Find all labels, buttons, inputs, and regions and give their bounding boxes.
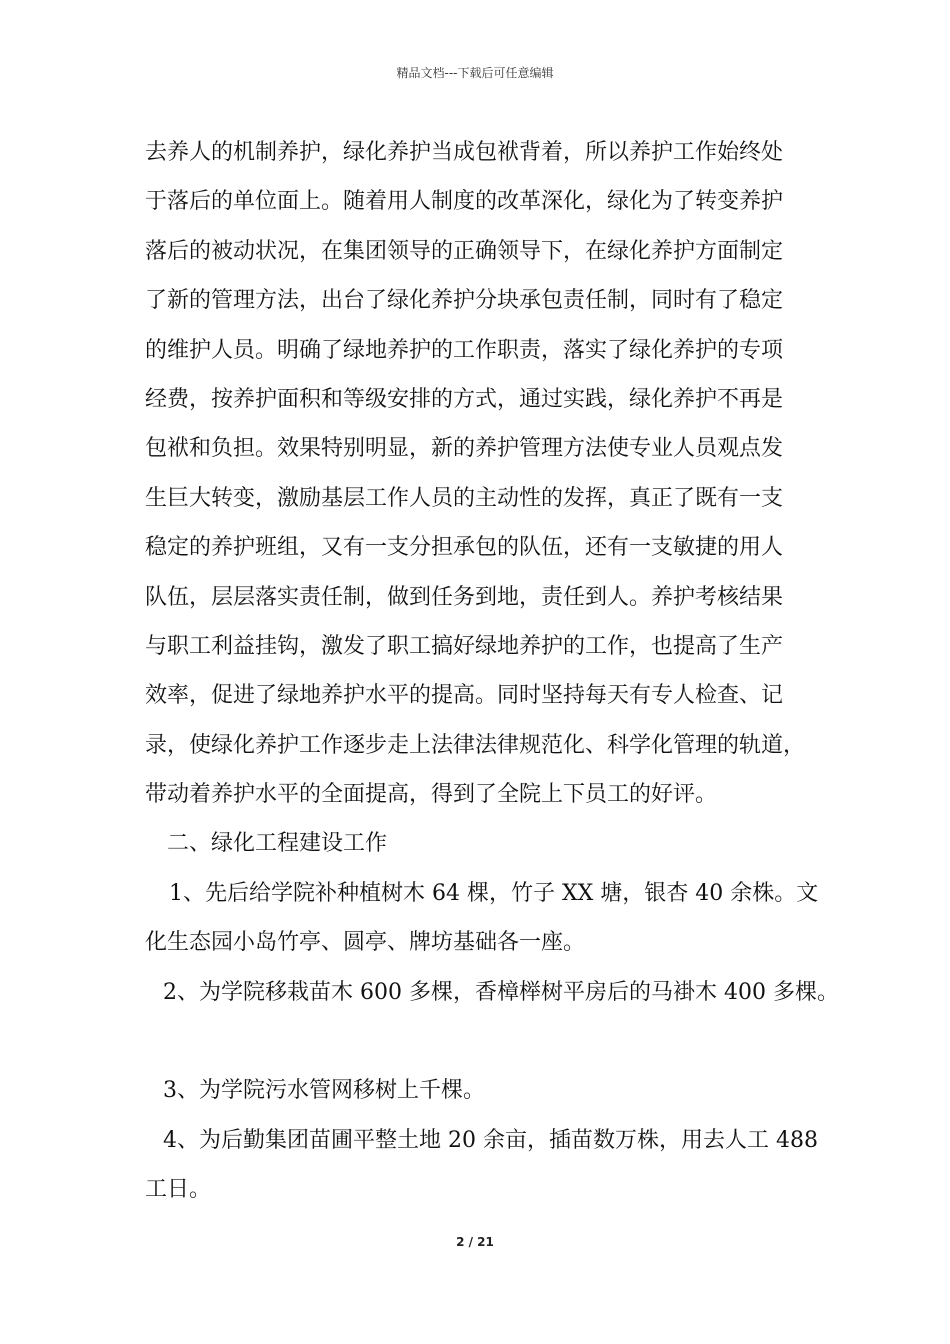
paragraph-line-7: 包袱和负担。效果特别明显，新的养护管理方法使专业人员观点发 <box>145 436 784 462</box>
paragraph-line-11: 与职工利益挂钩，激发了职工搞好绿地养护的工作，也提高了生产 <box>145 633 784 659</box>
paragraph-line-14: 带动着养护水平的全面提高，得到了全院上下员工的好评。 <box>145 782 718 808</box>
paragraph-line-4: 了新的管理方法，出台了绿化养护分块承包责任制，同时有了稳定 <box>145 288 784 314</box>
document-body <box>145 128 839 1215</box>
paragraph-line-10: 队伍，层层落实责任制，做到任务到地，责任到人。养护考核结果 <box>145 584 784 610</box>
paragraph-line-9: 稳定的养护班组，又有一支分担承包的队伍，还有一支敏捷的用人 <box>145 535 784 561</box>
blank-line <box>145 1017 825 1066</box>
paragraph-line-13: 录，使绿化养护工作逐步走上法律法律规范化、科学化管理的轨道， <box>145 732 806 758</box>
list-item-1-line-2: 化生态园小岛竹亭、圆亭、牌坊基础各一座。 <box>145 930 586 956</box>
section-heading: 二、绿化工程建设工作 <box>167 831 388 857</box>
list-item-4-line-1: 4、为后勤集团苗圃平整土地 20 余亩，插苗数万株，用去人工 488 <box>163 1127 818 1153</box>
page-number: 2 / 21 <box>456 1235 494 1249</box>
list-item-4-line-2: 工日。 <box>145 1177 212 1203</box>
list-item-2: 2、为学院移栽苗木 600 多棵，香樟榉树平房后的马褂木 400 多棵。 <box>163 979 839 1005</box>
paragraph-line-3: 落后的被动状况，在集团领导的正确领导下，在绿化养护方面制定 <box>145 238 784 264</box>
paragraph-line-2: 于落后的单位面上。随着用人制度的改革深化，绿化为了转变养护 <box>145 189 784 215</box>
list-item-1-line-1: 1、先后给学院补种植树木 64 棵，竹子 XX 塘，银杏 40 余株。文 <box>169 880 819 906</box>
paragraph-line-8: 生巨大转变，激励基层工作人员的主动性的发挥，真正了既有一支 <box>145 485 784 511</box>
paragraph-line-5: 的维护人员。明确了绿地养护的工作职责，落实了绿化养护的专项 <box>145 337 784 363</box>
paragraph-line-1: 去养人的机制养护，绿化养护当成包袱背着，所以养护工作始终处 <box>145 140 784 165</box>
page-header: 精品文档---下载后可任意编辑 <box>396 66 554 80</box>
paragraph-line-12: 效率，促进了绿地养护水平的提高。同时坚持每天有专人检查、记 <box>145 683 784 709</box>
paragraph-line-6: 经费，按养护面积和等级安排的方式，通过实践，绿化养护不再是 <box>145 386 784 412</box>
list-item-3: 3、为学院污水管网移树上千棵。 <box>163 1078 485 1104</box>
